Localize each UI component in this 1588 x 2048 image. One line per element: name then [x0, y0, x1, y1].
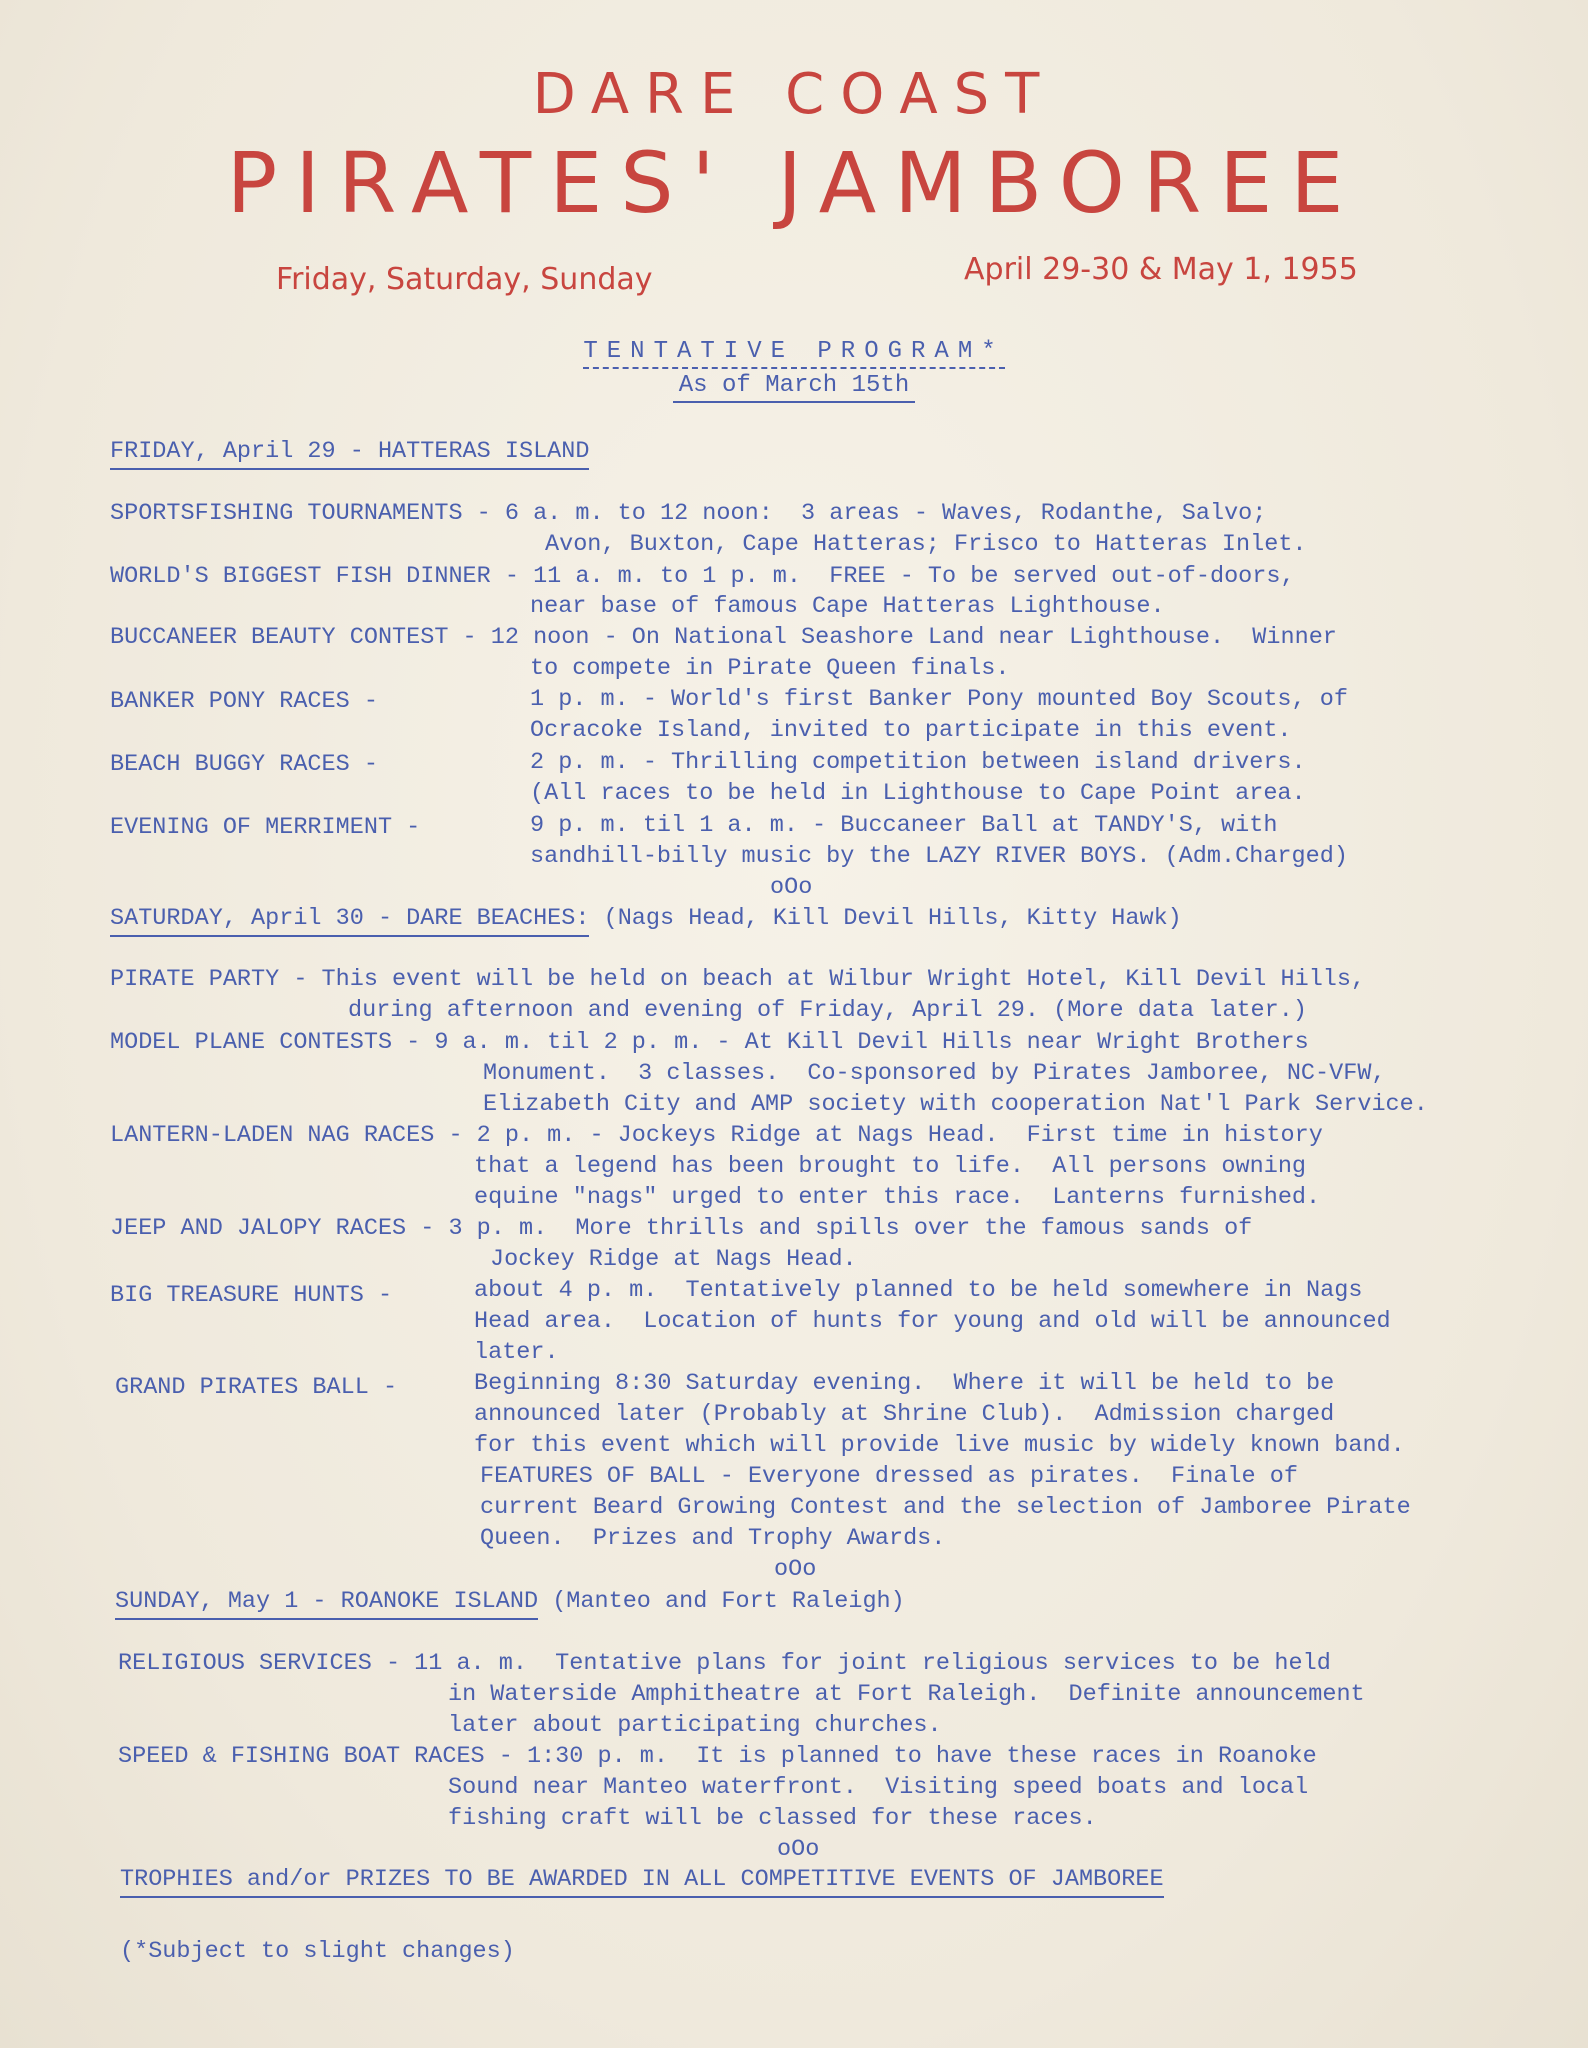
section-separator: oOo [777, 1836, 820, 1863]
saturday-line: LANTERN-LADEN NAG RACES - 2 p. m. - Jockeys Ridge at Nags Head. First time in history [110, 1122, 1323, 1149]
friday-line: to compete in Pirate Queen finals. [530, 655, 1010, 682]
friday-line: 1 p. m. - World's first Banker Pony mounted Boy Scouts, of [530, 686, 1348, 713]
letterhead-title: PIRATES' JAMBOREE [226, 134, 1362, 232]
program-subtitle-text: As of March 15th [673, 372, 915, 403]
program-title [0, 338, 1588, 365]
saturday-line: GRAND PIRATES BALL - [115, 1374, 398, 1401]
saturday-line: Queen. Prizes and Trophy Awards. [480, 1525, 946, 1552]
trophies-note [120, 1868, 1164, 1892]
letterhead-days: Friday, Saturday, Sunday [276, 262, 653, 297]
letterhead-dates: April 29-30 & May 1, 1955 [964, 252, 1358, 287]
saturday-line: Beginning 8:30 Saturday evening. Where it will be held to be [474, 1370, 1335, 1397]
saturday-line: later. [474, 1339, 559, 1366]
saturday-heading [110, 907, 1182, 931]
sunday-heading-text: SUNDAY, May 1 - ROANOKE ISLAND [115, 1588, 538, 1620]
sunday-heading-note: (Manteo and Fort Raleigh) [552, 1588, 905, 1615]
friday-line: BEACH BUGGY RACES - [110, 751, 378, 778]
sunday-line: SPEED & FISHING BOAT RACES - 1:30 p. m. It is planned to have these races in Roanoke [118, 1743, 1317, 1770]
saturday-line: BIG TREASURE HUNTS - [110, 1282, 393, 1309]
friday-line: Ocracoke Island, invited to participate in this event. [530, 717, 1292, 744]
saturday-heading-note: (Nags Head, Kill Devil Hills, Kitty Hawk) [603, 905, 1182, 932]
sunday-line: in Waterside Amphitheatre at Fort Raleigh. Definite announcement [448, 1681, 1365, 1708]
saturday-line: MODEL PLANE CONTESTS - 9 a. m. til 2 p. m. - At Kill Devil Hills near Wright Brothers [110, 1029, 1309, 1056]
friday-heading [110, 440, 589, 464]
saturday-line: Monument. 3 classes. Co-sponsored by Pirates Jamboree, NC-VFW, [483, 1060, 1386, 1087]
friday-line: near base of famous Cape Hatteras Lighthouse. [530, 593, 1165, 620]
sunday-line: RELIGIOUS SERVICES - 11 a. m. Tentative plans for joint religious services to be held [118, 1650, 1331, 1677]
program-title-text: TENTATIVE PROGRAM* [583, 338, 1004, 369]
friday-line: BUCCANEER BEAUTY CONTEST - 12 noon - On National Seashore Land near Lighthouse. Winner [110, 624, 1337, 651]
trophies-note-text: TROPHIES and/or PRIZES TO BE AWARDED IN ALL COMPETITIVE EVENTS OF JAMBOREE [120, 1866, 1164, 1898]
saturday-line: JEEP AND JALOPY RACES - 3 p. m. More thrills and spills over the famous sands of [110, 1215, 1253, 1242]
friday-line: WORLD'S BIGGEST FISH DINNER - 11 a. m. to 1 p. m. FREE - To be served out-of-doors, [110, 563, 1295, 590]
friday-line: Avon, Buxton, Cape Hatteras; Frisco to Hatteras Inlet. [545, 531, 1307, 558]
friday-line: 9 p. m. til 1 a. m. - Buccaneer Ball at TANDY'S, with [530, 812, 1278, 839]
saturday-line: current Beard Growing Contest and the selection of Jamboree Pirate [480, 1494, 1411, 1521]
friday-line: EVENING OF MERRIMENT - [110, 814, 421, 841]
section-separator: oOo [770, 874, 813, 901]
sunday-line: later about participating churches. [448, 1712, 942, 1739]
friday-heading-text: FRIDAY, April 29 - HATTERAS ISLAND [110, 438, 589, 470]
sunday-heading [115, 1590, 905, 1614]
friday-line: BANKER PONY RACES - [110, 688, 378, 715]
friday-line: 2 p. m. - Thrilling competition between island drivers. [530, 749, 1306, 776]
friday-line: SPORTSFISHING TOURNAMENTS - 6 a. m. to 12 noon: 3 areas - Waves, Rodanthe, Salvo; [110, 500, 1267, 527]
saturday-line: announced later (Probably at Shrine Club). Admission charged [474, 1401, 1335, 1428]
saturday-line: about 4 p. m. Tentatively planned to be held somewhere in Nags [474, 1277, 1363, 1304]
saturday-line: that a legend has been brought to life. All persons owning [474, 1153, 1307, 1180]
saturday-line: Jockey Ridge at Nags Head. [490, 1246, 857, 1273]
saturday-line: Elizabeth City and AMP society with cooperation Nat'l Park Service. [483, 1091, 1428, 1118]
saturday-line: FEATURES OF BALL - Everyone dressed as pirates. Finale of [480, 1463, 1298, 1490]
sunday-line: Sound near Manteo waterfront. Visiting speed boats and local [448, 1774, 1309, 1801]
program-subtitle [0, 372, 1588, 399]
sunday-line: fishing craft will be classed for these races. [448, 1805, 1097, 1832]
friday-line: (All races to be held in Lighthouse to Cape Point area. [530, 780, 1306, 807]
saturday-line: equine "nags" urged to enter this race. Lanterns furnished. [474, 1184, 1321, 1211]
saturday-line: for this event which will provide live music by widely known band. [474, 1432, 1405, 1459]
saturday-line: Head area. Location of hunts for young and old will be announced [474, 1308, 1391, 1335]
section-separator: oOo [774, 1556, 817, 1583]
friday-line: sandhill-billy music by the LAZY RIVER BOYS. (Adm.Charged) [530, 843, 1348, 870]
subject-to-change-note: (*Subject to slight changes) [120, 1938, 515, 1965]
saturday-line: during afternoon and evening of Friday, April 29. (More data later.) [348, 997, 1307, 1024]
letterhead-line1: DARE COAST [532, 62, 1056, 127]
saturday-heading-text: SATURDAY, April 30 - DARE BEACHES: [110, 905, 589, 937]
saturday-line: PIRATE PARTY - This event will be held on beach at Wilbur Wright Hotel, Kill Devil Hills, [110, 966, 1366, 993]
